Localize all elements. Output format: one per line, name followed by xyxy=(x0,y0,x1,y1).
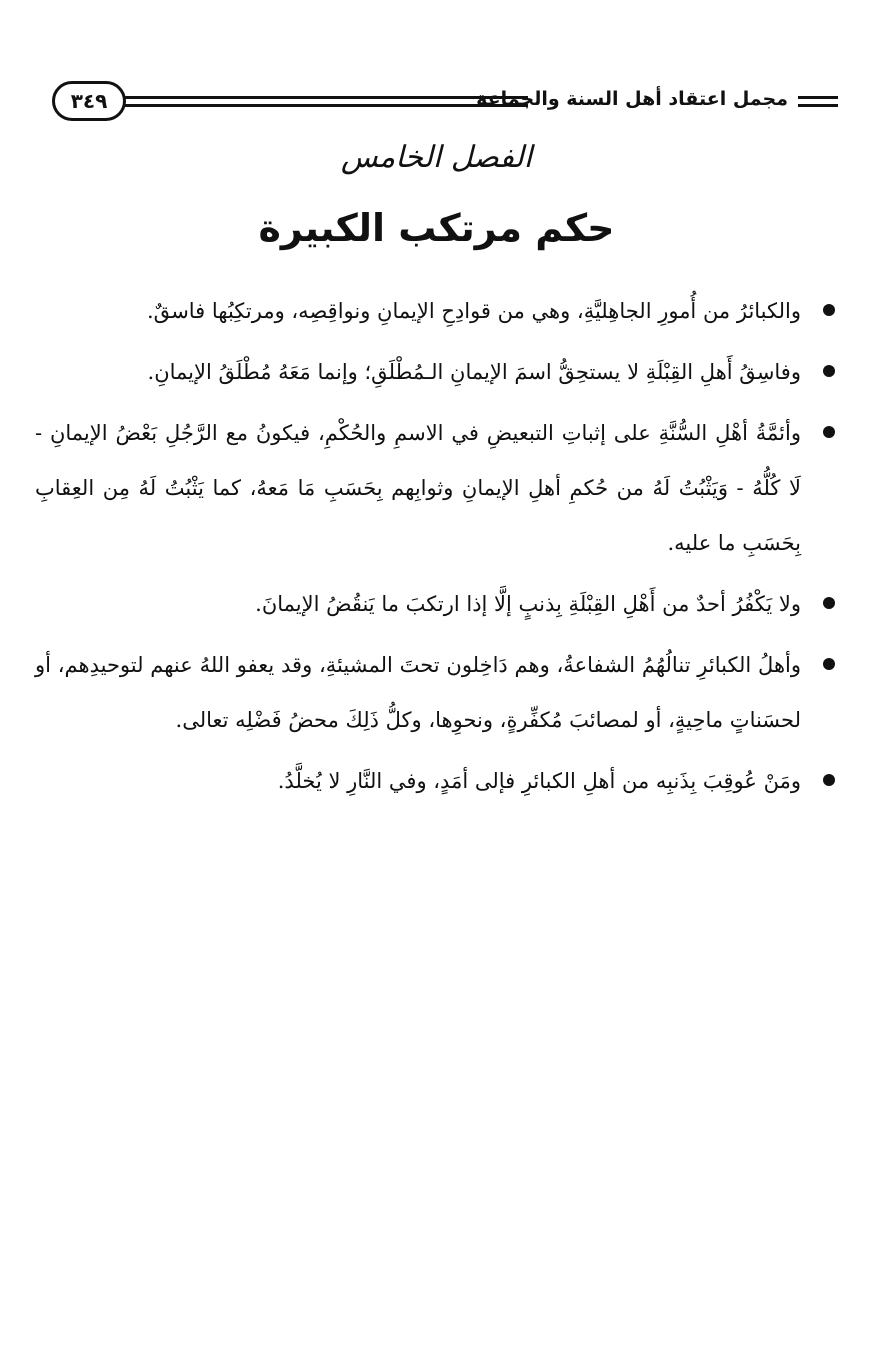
list-item xyxy=(35,638,835,748)
list-item-text: وفاسِقُ أَهلِ القِبْلَةِ لا يستحِقُّ اسمَ الإيمانِ الـمُطْلَقِ؛ وإنما مَعَهُ مُطْلَقُ الإيمانِ. xyxy=(147,360,801,384)
list-item xyxy=(35,406,835,571)
list-item-text: وأئمَّةُ أهْلِ السُّنَّةِ على إثباتِ التبعيضِ في الاسمِ والحُكْمِ، فيكونُ مع الرَّجُلِ بَعْضُ الإيمانِ - لَا كُلُّهُ - وَيَثْبُتُ لَهُ من حُكمِ أهلِ الإيمانِ وثوابِهم بِحَسَبِ مَا مَعهُ، كما يَثْبُتُ لَهُ مِن العِقابِ بِحَسَبِ ما عليه. xyxy=(35,421,801,555)
bullet-icon xyxy=(823,774,835,786)
list-item xyxy=(35,754,835,809)
header-rule xyxy=(114,96,528,107)
chapter-label: الفصل الخامس xyxy=(340,140,533,175)
running-title: مجمل اعتقاد أهل السنة والجماعة xyxy=(476,88,788,110)
bullet-icon xyxy=(823,597,835,609)
bullet-icon xyxy=(823,365,835,377)
chapter-title: حكم مرتكب الكبيرة xyxy=(258,206,615,250)
list-item xyxy=(35,284,835,339)
bullet-icon xyxy=(823,658,835,670)
page-number: ٣٤٩ xyxy=(52,81,126,121)
list-item xyxy=(35,577,835,632)
list-item xyxy=(35,345,835,400)
list-item-text: وأهلُ الكبائرِ تنالُهُمُ الشفاعةُ، وهم دَاخِلون تحتَ المشيئةِ، وقد يعفو اللهُ عنهم لتوحيدِهم، أو لحسَناتٍ ماحِيةٍ، أو لمصائبَ مُكفِّرةٍ، ونحوِها، وكلُّ ذَلِكَ محضُ فَضْلِه تعالى. xyxy=(35,653,801,732)
body-text xyxy=(35,284,835,815)
list-item-text: ومَنْ عُوقِبَ بِذَنبِه من أهلِ الكبائرِ فإلى أمَدٍ، وفي النَّارِ لا يُخلَّدُ. xyxy=(277,769,801,793)
list-item-text: والكبائرُ من أُمورِ الجاهِليَّةِ، وهي من قوادِحِ الإيمانِ ونواقِصِه، ومرتكِبُها فاسقٌ. xyxy=(147,299,801,323)
header-ornament-dash xyxy=(798,96,838,107)
bullet-icon xyxy=(823,426,835,438)
page-header xyxy=(38,78,838,128)
bullet-icon xyxy=(823,304,835,316)
list-item-text: ولا يَكْفُرُ أحدٌ من أَهْلِ القِبْلَةِ بِذنبٍ إلَّا إذا ارتكبَ ما يَنقُضُ الإيمانَ. xyxy=(255,592,801,616)
